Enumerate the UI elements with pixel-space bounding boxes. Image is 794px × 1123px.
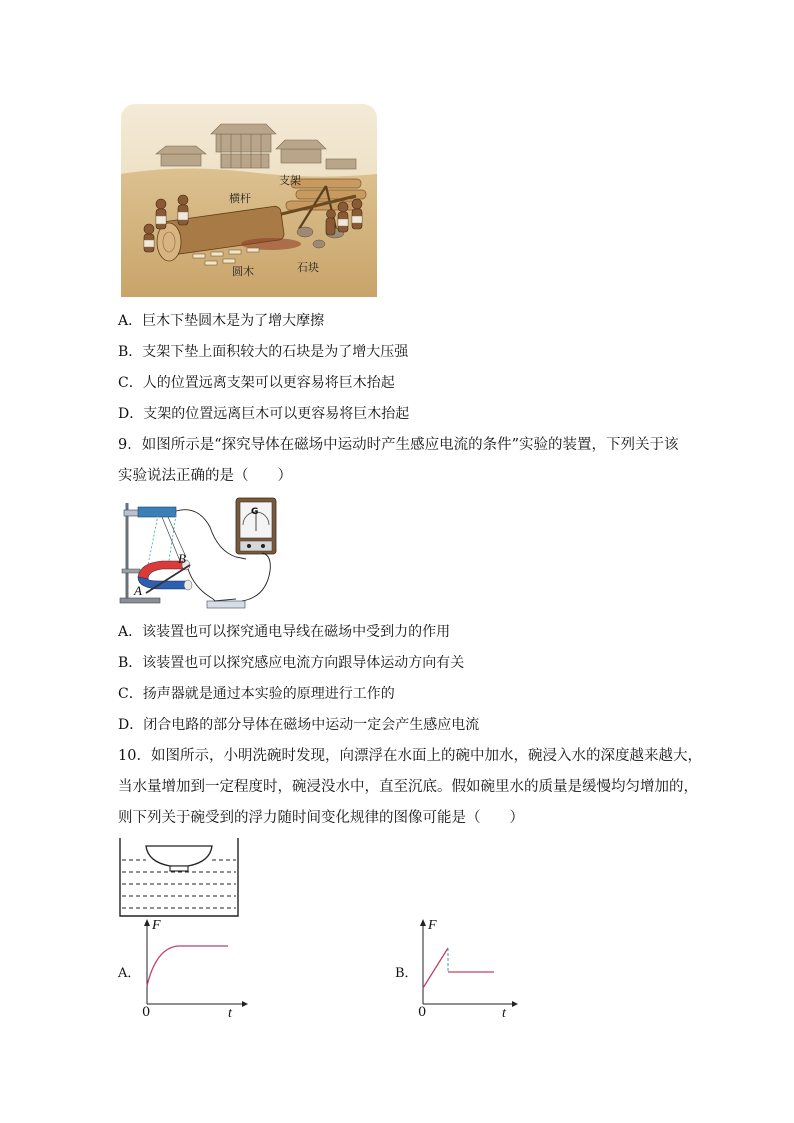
label-stone: 石块: [297, 261, 319, 274]
graph-a: [138, 918, 248, 1022]
bowl-in-water-figure: [118, 838, 240, 918]
label-lever: 横杆: [229, 192, 251, 205]
q8-option-d: D．支架的位置远离巨木可以更容易将巨木抬起: [118, 406, 410, 422]
label-bracket: 支架: [279, 174, 301, 187]
graph-b-option-label: B．: [395, 966, 418, 981]
graph-b-y-label: F: [428, 918, 437, 933]
graph-b: [414, 918, 524, 1022]
q9-stem-line1: 9．如图所示是“探究导体在磁场中运动时产生感应电流的条件”实验的装置，下列关于该: [118, 437, 679, 453]
switch-svg: [206, 598, 246, 610]
q9-option-d: D．闭合电路的部分导体在磁场中运动一定会产生感应电流: [118, 717, 480, 733]
ancient-lever-illustration: [121, 104, 377, 297]
q9-option-b: B．该装置也可以探究感应电流方向跟导体运动方向有关: [118, 655, 465, 671]
q8-option-c: C．人的位置远离支架可以更容易将巨木抬起: [118, 375, 395, 391]
q9-stem-line2: 实验说法正确的是（ ）: [118, 468, 292, 484]
q9-option-a: A．该装置也可以探究通电导线在磁场中受到力的作用: [118, 624, 451, 640]
switch: [206, 595, 246, 607]
graph-b-rising-line: [423, 948, 448, 988]
label-roller: 圆木: [232, 265, 254, 278]
rod-label-a: A: [134, 583, 142, 598]
graph-a-y-label: F: [152, 918, 161, 933]
q8-option-a: A．巨木下垫圆木是为了增大摩擦: [118, 313, 325, 329]
graph-a-option-label: A．: [118, 966, 141, 981]
bowl-container-svg: [118, 838, 240, 918]
q10-stem-line3: 则下列关于碗受到的浮力随时间变化规律的图像可能是（ ）: [118, 810, 524, 826]
graph-a-origin: 0: [142, 1005, 151, 1020]
galvanometer-label-g: G: [251, 507, 259, 517]
graph-a-x-label: t: [228, 1006, 232, 1021]
q9-option-c: C．扬声器就是通过本实验的原理进行工作的: [118, 686, 395, 702]
q10-stem-line1: 10．如图所示，小明洗碗时发现，向漂浮在水面上的碗中加水，碗浸入水的深度越来越大，: [118, 748, 702, 764]
q8-option-b: B．支架下垫上面积较大的石块是为了增大压强: [118, 344, 409, 360]
q10-stem-line2: 当水量增加到一定程度时，碗浸没水中，直至沉底。假如碗里水的质量是缓慢均匀增加的，: [118, 779, 698, 795]
rod-label-b: B: [178, 551, 186, 566]
graph-a-curve: [147, 946, 228, 986]
graph-b-x-label: t: [502, 1006, 506, 1021]
graph-b-origin: 0: [418, 1005, 427, 1020]
